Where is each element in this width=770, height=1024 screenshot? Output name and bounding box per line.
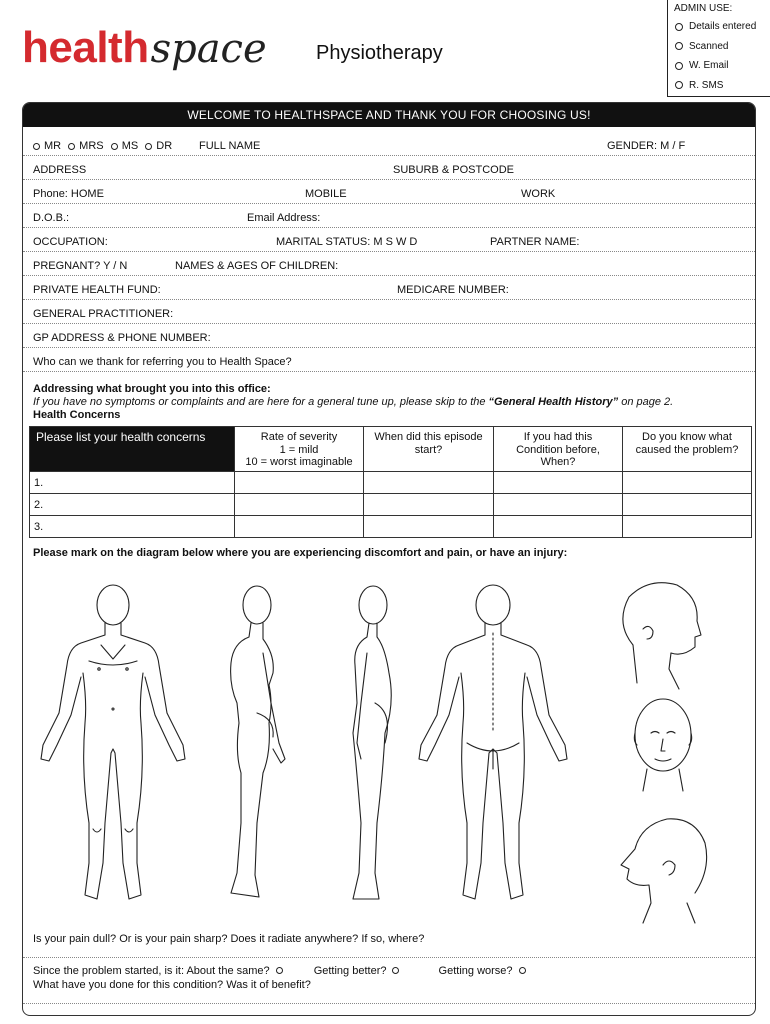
children-label: NAMES & AGES OF CHILDREN:	[175, 260, 339, 272]
body-side-figure[interactable]	[231, 586, 285, 897]
admin-option-scanned[interactable]: Scanned	[674, 37, 770, 57]
welcome-banner: WELCOME TO HEALTHSPACE AND THANK YOU FOR CHOOSING US!	[23, 103, 755, 127]
work-label: WORK	[521, 188, 556, 200]
treatment-answer-line[interactable]	[23, 1003, 755, 1004]
logo-health-text: health	[22, 23, 149, 72]
row-number[interactable]: 1.	[30, 472, 235, 494]
full-name-label: FULL NAME	[199, 140, 261, 152]
col-health-concerns: Please list your health concerns	[30, 427, 235, 472]
gp-address-label: GP ADDRESS & PHONE NUMBER:	[33, 332, 211, 344]
concerns-note: If you have no symptoms or complaints and are here for a general tune up, please skip to the “General Health History” on page 2.	[33, 396, 674, 408]
referral-label: Who can we thank for referring you to Health Space?	[33, 356, 292, 368]
row-referral[interactable]	[23, 349, 755, 372]
dob-label: D.O.B.:	[33, 212, 70, 224]
occupation-label: OCCUPATION:	[33, 236, 108, 248]
intake-form	[22, 102, 756, 1016]
admin-option-r-sms[interactable]: R. SMS	[674, 76, 770, 96]
row-gp-address[interactable]	[23, 325, 755, 348]
admin-option-details-entered[interactable]: Details entered	[674, 17, 770, 37]
row-phone[interactable]	[23, 181, 755, 204]
row-number[interactable]: 2.	[30, 494, 235, 516]
col-previous: If you had this Condition before, When?	[494, 427, 623, 472]
treatment-question: What have you done for this condition? Was it of benefit?	[33, 979, 311, 991]
logo-space-text: space	[150, 26, 267, 72]
row-address[interactable]	[23, 157, 755, 180]
diagram-title: Please mark on the diagram below where you are experiencing discomfort and pain, or have an injury:	[33, 547, 568, 559]
progress-question: Since the problem started, is it: About the same? Getting better? Getting worse?	[33, 965, 526, 977]
marital-status-label: MARITAL STATUS: M S W D	[276, 236, 418, 248]
pain-question: Is your pain dull? Or is your pain sharp? Does it radiate anywhere? If so, where?	[33, 933, 425, 945]
col-episode-start: When did this episode start?	[364, 427, 494, 472]
radio-circle-icon[interactable]	[675, 62, 683, 70]
radio-mrs-icon[interactable]	[68, 143, 75, 150]
table-row[interactable]	[30, 494, 752, 516]
radio-ms-icon[interactable]	[111, 143, 118, 150]
concerns-intro	[33, 383, 673, 422]
admin-use-title: ADMIN USE:	[674, 3, 733, 14]
phone-home-label: Phone: HOME	[33, 188, 104, 200]
col-cause: Do you know what caused the problem?	[623, 427, 752, 472]
head-side-figure[interactable]	[623, 583, 701, 689]
radio-dr-icon[interactable]	[145, 143, 152, 150]
head-front-figure[interactable]	[634, 699, 691, 791]
health-fund-label: PRIVATE HEALTH FUND:	[33, 284, 161, 296]
table-header-row	[30, 427, 752, 472]
gp-label: GENERAL PRACTITIONER:	[33, 308, 174, 320]
admin-option-w-email[interactable]: W. Email	[674, 56, 770, 76]
pain-answer-line[interactable]	[23, 957, 755, 958]
mobile-label: MOBILE	[305, 188, 347, 200]
body-front-figure[interactable]	[41, 585, 185, 899]
body-side-figure-2[interactable]	[353, 586, 391, 899]
address-label: ADDRESS	[33, 164, 87, 176]
row-occupation[interactable]	[23, 229, 755, 252]
row-dob[interactable]	[23, 205, 755, 228]
table-row[interactable]	[30, 472, 752, 494]
health-concerns-subheading: Health Concerns	[33, 409, 121, 421]
healthspace-logo	[22, 23, 267, 72]
table-row[interactable]	[30, 516, 752, 538]
row-health-fund[interactable]	[23, 277, 755, 300]
radio-getting-better-icon[interactable]	[392, 967, 399, 974]
row-name[interactable]	[23, 133, 755, 156]
col-severity: Rate of severity 1 = mild 10 = worst imaginable	[235, 427, 364, 472]
radio-about-same-icon[interactable]	[276, 967, 283, 974]
row-pregnant[interactable]	[23, 253, 755, 276]
pregnant-label: PREGNANT? Y / N	[33, 260, 128, 272]
medicare-label: MEDICARE NUMBER:	[397, 284, 509, 296]
radio-mr-icon[interactable]	[33, 143, 40, 150]
body-back-figure[interactable]	[419, 585, 567, 899]
suburb-label: SUBURB & POSTCODE	[393, 164, 515, 176]
radio-circle-icon[interactable]	[675, 81, 683, 89]
page-subtitle: Physiotherapy	[316, 42, 443, 64]
health-concerns-table	[29, 426, 752, 538]
gender-label: GENDER: M / F	[607, 140, 686, 152]
row-number[interactable]: 3.	[30, 516, 235, 538]
row-gp[interactable]	[23, 301, 755, 324]
title-options[interactable]: MR MRS MS DR	[33, 140, 172, 152]
partner-name-label: PARTNER NAME:	[490, 236, 580, 248]
radio-getting-worse-icon[interactable]	[519, 967, 526, 974]
concerns-heading: Addressing what brought you into this office:	[33, 383, 271, 395]
body-diagram[interactable]	[23, 573, 755, 933]
radio-circle-icon[interactable]	[675, 42, 683, 50]
radio-circle-icon[interactable]	[675, 23, 683, 31]
admin-use-box	[667, 0, 770, 97]
head-back-side-figure[interactable]	[621, 819, 707, 923]
email-label: Email Address:	[247, 212, 321, 224]
